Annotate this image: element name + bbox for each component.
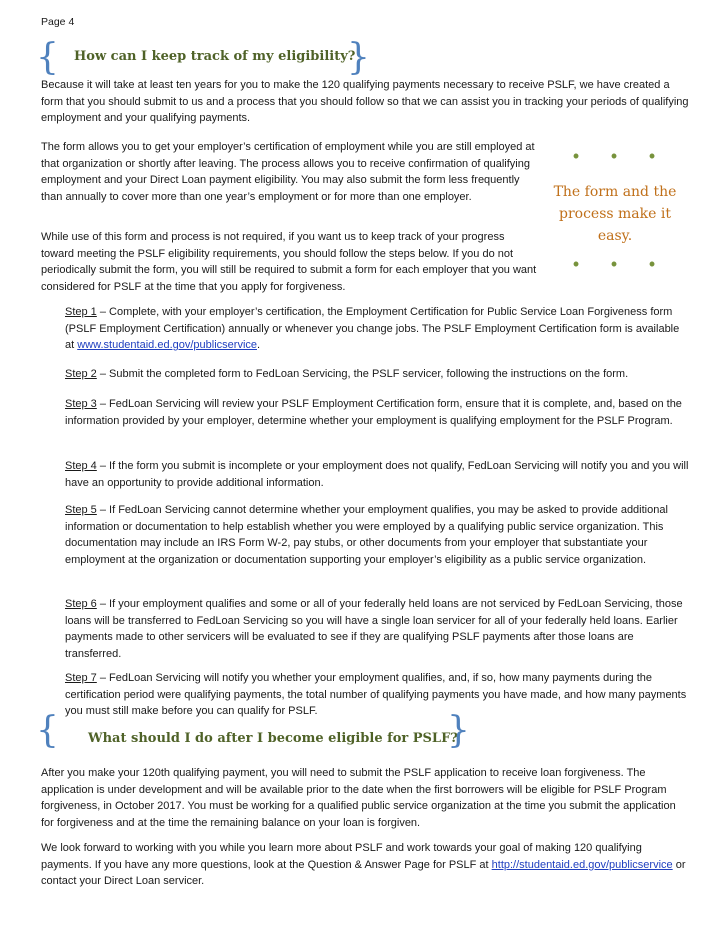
- step-label: Step 1: [65, 306, 97, 318]
- studentaid-link[interactable]: http://studentaid.ed.gov/publicservice: [491, 858, 673, 871]
- open-brace-decoration: {: [36, 710, 59, 751]
- step-2: [65, 366, 689, 383]
- bullet-1: •: [572, 146, 580, 166]
- step-3: [65, 396, 689, 429]
- closing-text-end: or contact your Direct Loan servicer.: [41, 858, 686, 887]
- step-label: Step 4: [65, 460, 97, 472]
- closing-paragraph: [41, 840, 689, 890]
- pullquote-top-bullets: [548, 148, 680, 165]
- pullquote-bottom-bullets: [548, 256, 680, 273]
- step-text: – FedLoan Servicing will review your PSLF Employment Certification form, ensure that it is complete, and, based on the information provided by your employer, determine whether your employment is qualifying employment for the PSLF Program.: [65, 398, 682, 427]
- step-text: – If the form you submit is incomplete or your employment does not qualify, FedLoan Servicing will notify you and you will have an opportunity to provide additional information.: [65, 460, 689, 489]
- bullet-2: •: [610, 254, 618, 274]
- bullet-3: •: [648, 254, 656, 274]
- step-7: [65, 670, 689, 720]
- after-eligible-paragraph: After you make your 120th qualifying payment, you will need to submit the PSLF application to receive loan forgiveness. The application is under development and will be available prior to the date when the first borrowers will be eligible for PSLF Program forgiveness, in October 2017. You must be working for a qualified public service organization at the time you submit the application for forgiveness and at the time the remaining balance on your loan is forgiven.: [41, 767, 676, 829]
- closing-text: We look forward to working with you while you learn more about PSLF and work towards your goal of making 120 qualifying payments. If you have any more questions, look at the Question & Answer Page for PSLF at: [41, 842, 642, 871]
- section-heading-after-eligible: What should I do after I become eligible for PSLF?: [88, 731, 458, 746]
- bullet-3: •: [648, 146, 656, 166]
- section-heading-track-eligibility: How can I keep track of my eligibility?: [74, 49, 356, 64]
- step-text: – If your employment qualifies and some or all of your federally held loans are not serviced by FedLoan Servicing, those loans will be transferred to FedLoan Servicing so you will have a single loan servicer for all of your federally held loans. Earlier payments made to other servicers will be evaluated to see if they are qualifying PSLF payments after those loans are transferred.: [65, 598, 683, 660]
- close-brace-decoration: }: [347, 37, 370, 78]
- form-description-paragraph: The form allows you to get your employer’s certification of employment while you are still employed at that organization or shortly after leaving. The process allows you to receive confirmation of qualifying employment and your Direct Loan payment eligibility. You may also submit the form less frequently than annually to cover more than one year’s employment or for more than one employer.: [41, 141, 535, 203]
- step-text: – If FedLoan Servicing cannot determine whether your employment qualifies, you may be asked to provide additional information or documentation to help establish whether you were employed by a qualifying public service organization. This documentation may include an IRS Form W-2, pay stubs, or other documents from your employer that substantiate your employment at the organization or documentation supporting your employer’s eligibility as a public service organization.: [65, 504, 668, 566]
- step-label: Step 5: [65, 504, 97, 516]
- bullet-2: •: [610, 146, 618, 166]
- step-label: Step 3: [65, 398, 97, 410]
- step-5: [65, 502, 689, 568]
- step-text: – Submit the completed form to FedLoan Servicing, the PSLF servicer, following the instructions on the form.: [96, 368, 629, 380]
- step-4: [65, 458, 689, 491]
- page-number: Page 4: [41, 16, 75, 28]
- step-text: – Complete, with your employer’s certification, the Employment Certification for Public Service Loan Forgiveness form (PSLF Employment Certification) annually or whenever you change jobs. The PSLF Employment Certification form is available at: [65, 306, 680, 351]
- open-brace-decoration: {: [36, 37, 59, 78]
- step-label: Step 7: [65, 672, 97, 684]
- publicservice-link[interactable]: www.studentaid.ed.gov/publicservice: [77, 339, 257, 351]
- bullet-1: •: [572, 254, 580, 274]
- step-label: Step 2: [65, 368, 97, 380]
- close-brace-decoration: }: [447, 710, 470, 751]
- process-paragraph: While use of this form and process is not required, if you want us to keep track of your progress toward meeting the PSLF eligibility requirements, you should follow the steps below. If you do not periodically submit the form, you will still be required to submit a form for each employer that you want considered for PSLF at the time that you apply for forgiveness.: [41, 231, 537, 293]
- step-label: Step 6: [65, 598, 97, 610]
- step-text: – FedLoan Servicing will notify you whether your employment qualifies, and, if so, how many payments during the certification period were qualifying payments, the total number of qualifying payments you have made, and how many payments you must still make before you can qualify for PSLF.: [65, 672, 687, 717]
- step-text-end: .: [257, 339, 261, 351]
- pullquote-text: The form and the process make it easy.: [553, 184, 677, 244]
- step-1: [65, 304, 689, 354]
- intro-paragraph: Because it will take at least ten years for you to make the 120 qualifying payments necessary to receive PSLF, we have created a form that you should submit to us and a process that you should follow so that we can assist you in tracking your periods of qualifying employment and your qualifying payments.: [41, 79, 689, 124]
- step-6: [65, 596, 689, 662]
